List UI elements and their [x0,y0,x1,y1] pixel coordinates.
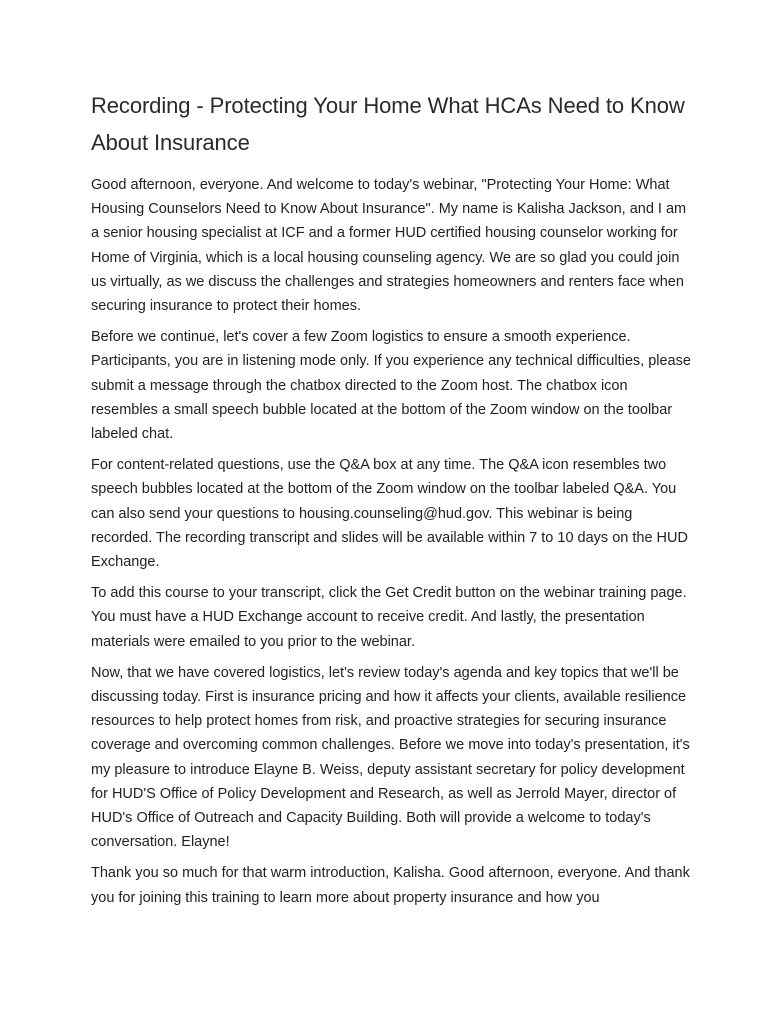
document-page [91,88,691,917]
paragraph-agenda: Now, that we have covered logistics, let's review today's agenda and key topics that we'll be discussing today. First is insurance pricing and how it affects your clients, available resilience resources to help protect homes from risk, and proactive strategies for securing insurance coverage and overcoming common challenges. Before we move into today's presentation, it's my pleasure to introduce Elayne B. Weiss, deputy assistant secretary for policy development for HUD'S Office of Policy Development and Research, as well as Jerrold Mayer, director of HUD's Office of Outreach and Capacity Building. Both will provide a welcome to today's conversation. Elayne! [91,664,690,851]
paragraph-elayne-welcome: Thank you so much for that warm introduction, Kalisha. Good afternoon, everyone. And thank you for joining this training to learn more about property insurance and how you [91,865,690,906]
document-title: Recording - Protecting Your Home What HCAs Need to Know About Insurance [91,93,685,155]
paragraph-qa-instructions: For content-related questions, use the Q&A box at any time. The Q&A icon resembles two speech bubbles located at the bottom of the Zoom window on the toolbar labeled Q&A. You can also send your questions to housing.counseling@hud.gov. This webinar is being recorded. The recording transcript and slides will be available within 7 to 10 days on the HUD Exchange. [91,457,688,571]
paragraph-welcome: Good afternoon, everyone. And welcome to today's webinar, "Protecting Your Home: What Housing Counselors Need to Know About Insurance". My name is Kalisha Jackson, and I am a senior housing specialist at ICF and a former HUD certified housing counselor working for Home of Virginia, which is a local housing counseling agency. We are so glad you could join us virtually, as we discuss the challenges and strategies homeowners and renters face when securing insurance to protect their homes. [91,177,687,315]
paragraph-zoom-logistics: Before we continue, let's cover a few Zoom logistics to ensure a smooth experience. Participants, you are in listening mode only. If you experience any technical difficulties, please submit a message through the chatbox directed to the Zoom host. The chatbox icon resembles a small speech bubble located at the bottom of the Zoom window on the toolbar labeled chat. [91,329,691,443]
paragraph-get-credit: To add this course to your transcript, click the Get Credit button on the webinar training page. You must have a HUD Exchange account to receive credit. And lastly, the presentation materials were emailed to you prior to the webinar. [91,585,687,650]
